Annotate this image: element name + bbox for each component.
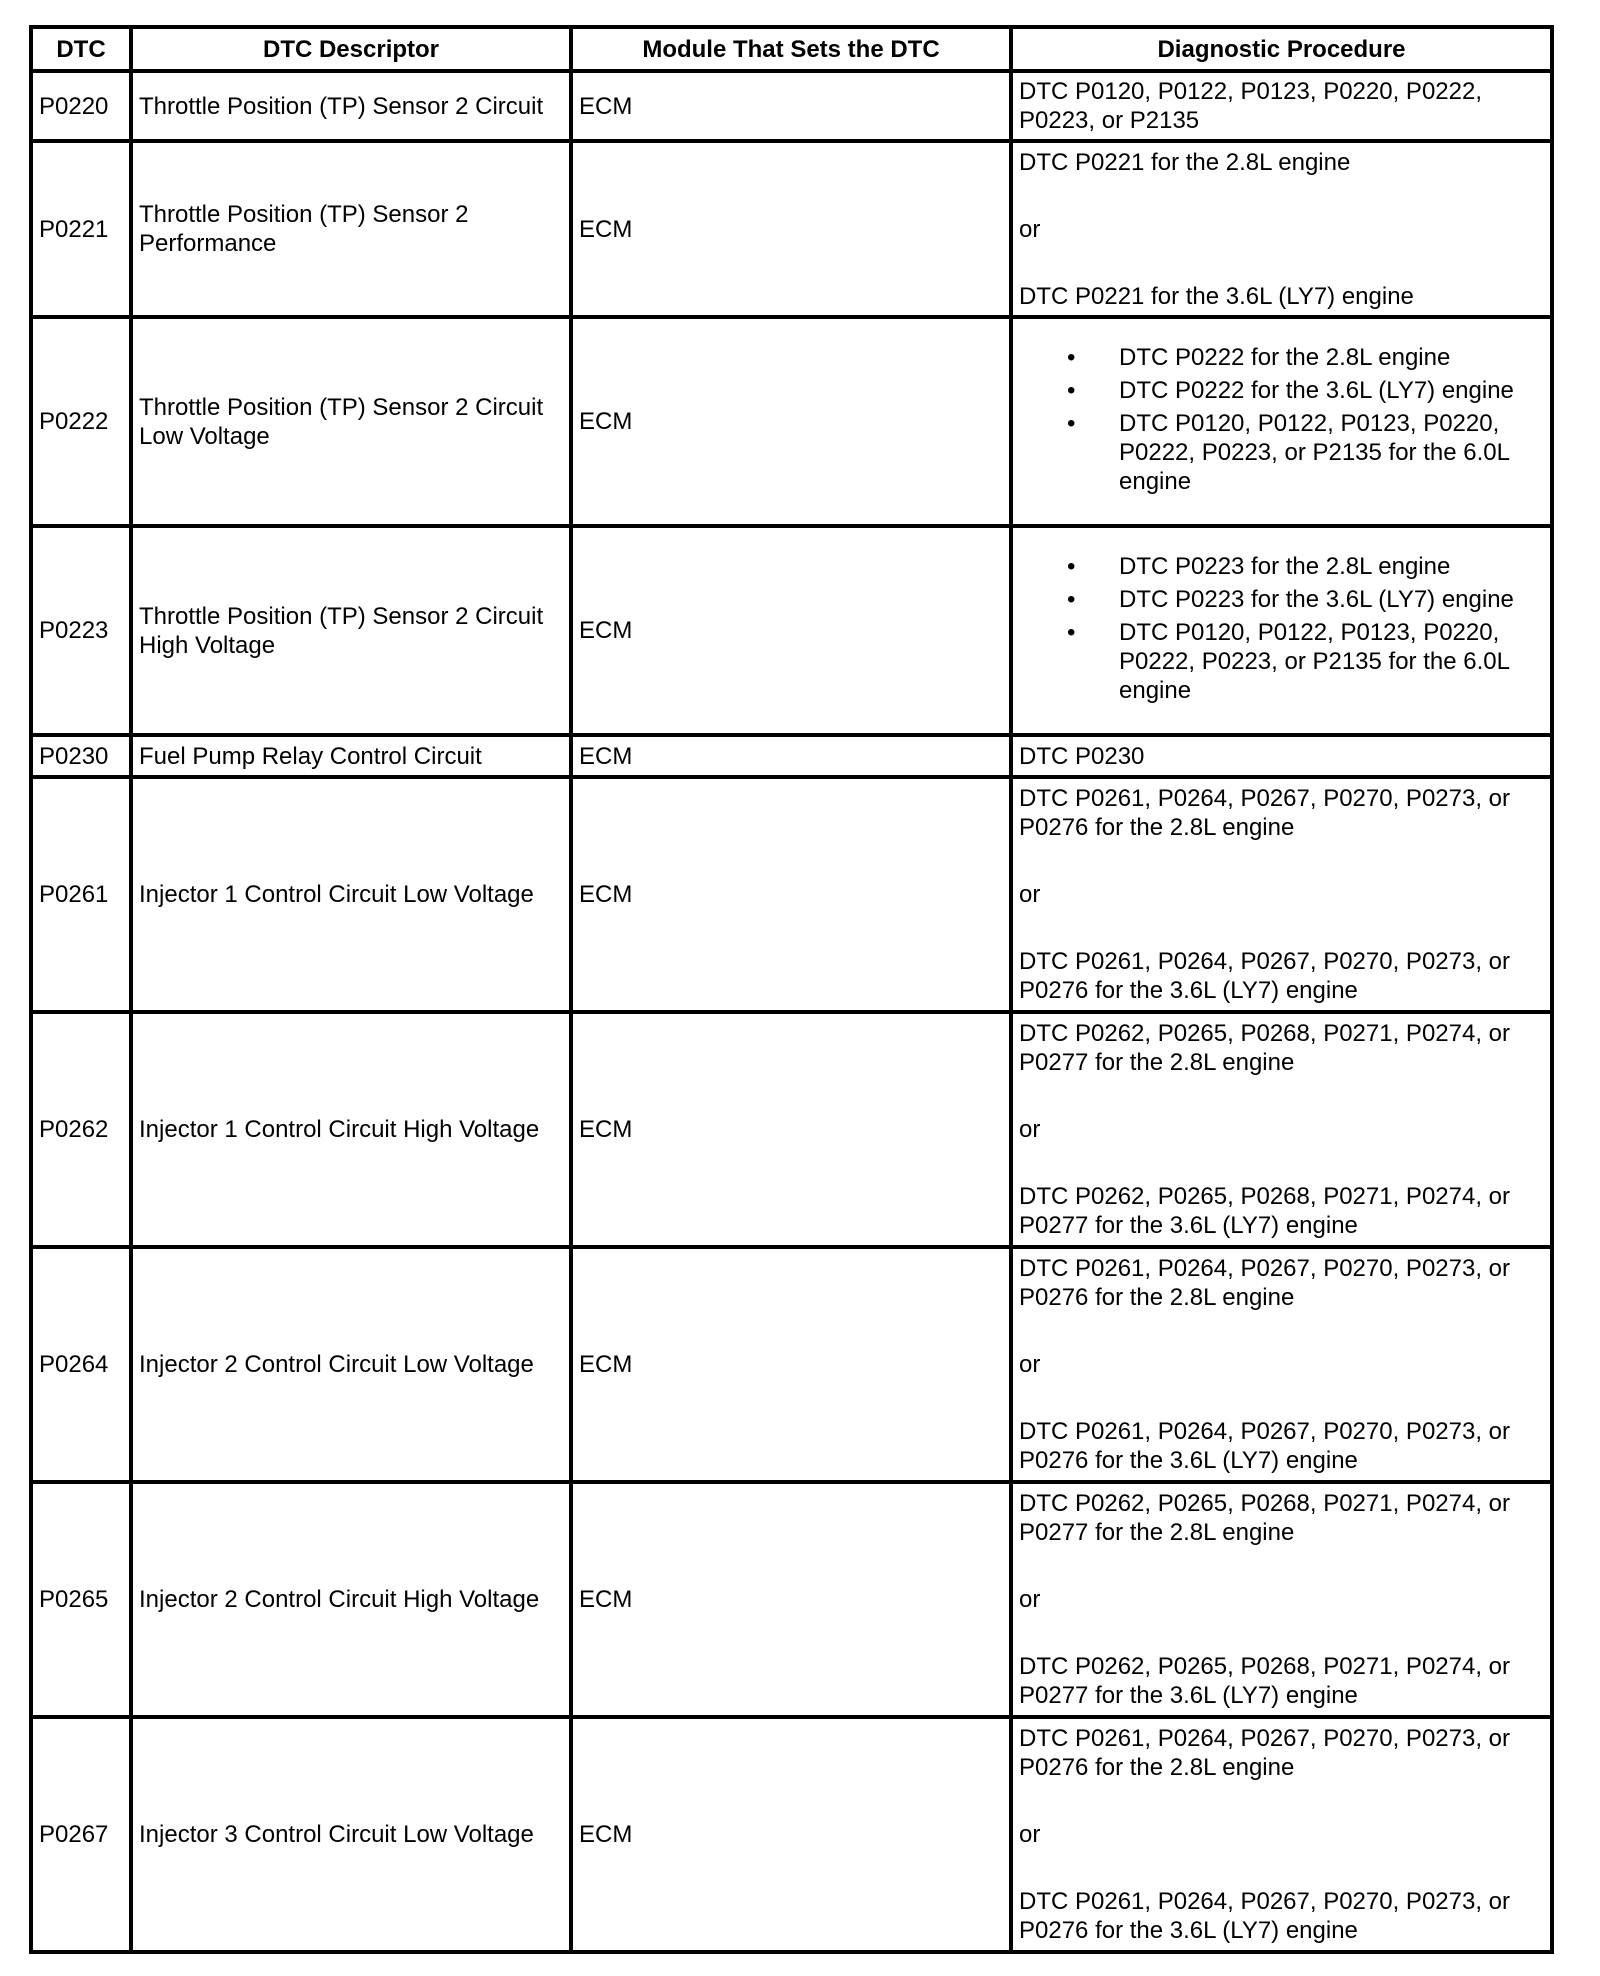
diagnostic-procedure	[1011, 777, 1552, 1012]
dtc-descriptor: Throttle Position (TP) Sensor 2 Circuit Low Voltage	[131, 317, 571, 526]
procedure-list	[1019, 343, 1544, 496]
procedure-bullet: • DTC P0223 for the 2.8L engine	[1119, 552, 1544, 581]
dtc-module: ECM	[571, 71, 1011, 141]
procedure-text: DTC P0221 for the 2.8L engine	[1019, 148, 1351, 176]
diagnostic-procedure	[1011, 526, 1552, 735]
table-header-row	[31, 27, 1552, 71]
procedure-bullet: • DTC P0120, P0122, P0123, P0220, P0222, P0223, or P2135 for the 6.0L engine	[1119, 618, 1544, 705]
table-row	[31, 1482, 1552, 1717]
procedure-or: or	[1019, 1116, 1041, 1143]
table-row	[31, 526, 1552, 735]
procedure-or: or	[1019, 881, 1041, 908]
header-procedure: Diagnostic Procedure	[1011, 27, 1552, 71]
dtc-descriptor: Throttle Position (TP) Sensor 2 Circuit High Voltage	[131, 526, 571, 735]
dtc-descriptor: Throttle Position (TP) Sensor 2 Performance	[131, 141, 571, 317]
dtc-descriptor: Fuel Pump Relay Control Circuit	[131, 735, 571, 777]
procedure-text: DTC P0261, P0264, P0267, P0270, P0273, or P0276 for the 2.8L engine	[1019, 1725, 1511, 1781]
procedure-text: DTC P0262, P0265, P0268, P0271, P0274, or P0277 for the 3.6L (LY7) engine	[1019, 1183, 1511, 1239]
dtc-code: P0267	[31, 1717, 131, 1952]
diagnostic-procedure	[1011, 1482, 1552, 1717]
dtc-descriptor: Injector 2 Control Circuit High Voltage	[131, 1482, 571, 1717]
header-descriptor: DTC Descriptor	[131, 27, 571, 71]
table-row	[31, 1012, 1552, 1247]
procedure-text: DTC P0120, P0122, P0123, P0220, P0222, P0223, or P2135	[1019, 78, 1482, 134]
table-row	[31, 71, 1552, 141]
procedure-or: or	[1019, 1821, 1041, 1848]
table-row	[31, 141, 1552, 317]
dtc-module: ECM	[571, 317, 1011, 526]
procedure-text: DTC P0262, P0265, P0268, P0271, P0274, or P0277 for the 3.6L (LY7) engine	[1019, 1653, 1511, 1709]
dtc-descriptor: Throttle Position (TP) Sensor 2 Circuit	[131, 71, 571, 141]
table-row	[31, 1247, 1552, 1482]
dtc-code: P0220	[31, 71, 131, 141]
dtc-code: P0262	[31, 1012, 131, 1247]
table-row	[31, 777, 1552, 1012]
procedure-text: DTC P0261, P0264, P0267, P0270, P0273, or P0276 for the 3.6L (LY7) engine	[1019, 1888, 1511, 1944]
diagnostic-procedure	[1011, 317, 1552, 526]
procedure-text: DTC P0262, P0265, P0268, P0271, P0274, or P0277 for the 2.8L engine	[1019, 1490, 1511, 1546]
table-row	[31, 1717, 1552, 1952]
procedure-bullet: • DTC P0223 for the 3.6L (LY7) engine	[1119, 585, 1544, 614]
table-row	[31, 317, 1552, 526]
dtc-table	[29, 25, 1554, 1954]
procedure-text: DTC P0261, P0264, P0267, P0270, P0273, or P0276 for the 3.6L (LY7) engine	[1019, 948, 1511, 1004]
dtc-module: ECM	[571, 1247, 1011, 1482]
dtc-code: P0223	[31, 526, 131, 735]
dtc-code: P0261	[31, 777, 131, 1012]
dtc-code: P0265	[31, 1482, 131, 1717]
procedure-bullet: • DTC P0222 for the 2.8L engine	[1119, 343, 1544, 372]
procedure-text: DTC P0262, P0265, P0268, P0271, P0274, or P0277 for the 2.8L engine	[1019, 1020, 1511, 1076]
dtc-module: ECM	[571, 526, 1011, 735]
dtc-code: P0222	[31, 317, 131, 526]
procedure-or: or	[1019, 215, 1041, 243]
procedure-text: DTC P0230	[1019, 742, 1145, 770]
procedure-text: DTC P0221 for the 3.6L (LY7) engine	[1019, 282, 1414, 310]
dtc-module: ECM	[571, 1482, 1011, 1717]
dtc-code: P0221	[31, 141, 131, 317]
diagnostic-procedure	[1011, 1247, 1552, 1482]
dtc-descriptor: Injector 2 Control Circuit Low Voltage	[131, 1247, 571, 1482]
dtc-descriptor: Injector 1 Control Circuit Low Voltage	[131, 777, 571, 1012]
dtc-module: ECM	[571, 1717, 1011, 1952]
procedure-bullet: • DTC P0222 for the 3.6L (LY7) engine	[1119, 376, 1544, 405]
header-module: Module That Sets the DTC	[571, 27, 1011, 71]
diagnostic-procedure	[1011, 141, 1552, 317]
diagnostic-procedure	[1011, 735, 1552, 777]
dtc-code: P0230	[31, 735, 131, 777]
dtc-code: P0264	[31, 1247, 131, 1482]
dtc-descriptor: Injector 1 Control Circuit High Voltage	[131, 1012, 571, 1247]
procedure-or: or	[1019, 1586, 1041, 1613]
dtc-module: ECM	[571, 777, 1011, 1012]
dtc-module: ECM	[571, 735, 1011, 777]
procedure-text: DTC P0261, P0264, P0267, P0270, P0273, or P0276 for the 2.8L engine	[1019, 1255, 1511, 1311]
procedure-bullet: • DTC P0120, P0122, P0123, P0220, P0222, P0223, or P2135 for the 6.0L engine	[1119, 409, 1544, 496]
dtc-descriptor: Injector 3 Control Circuit Low Voltage	[131, 1717, 571, 1952]
procedure-list	[1019, 552, 1544, 705]
procedure-text: DTC P0261, P0264, P0267, P0270, P0273, or P0276 for the 3.6L (LY7) engine	[1019, 1418, 1511, 1474]
diagnostic-procedure	[1011, 1012, 1552, 1247]
table-row	[31, 735, 1552, 777]
diagnostic-procedure	[1011, 71, 1552, 141]
procedure-text: DTC P0261, P0264, P0267, P0270, P0273, or P0276 for the 2.8L engine	[1019, 785, 1511, 841]
dtc-module: ECM	[571, 1012, 1011, 1247]
procedure-or: or	[1019, 1351, 1041, 1378]
dtc-module: ECM	[571, 141, 1011, 317]
header-dtc: DTC	[31, 27, 131, 71]
diagnostic-procedure	[1011, 1717, 1552, 1952]
